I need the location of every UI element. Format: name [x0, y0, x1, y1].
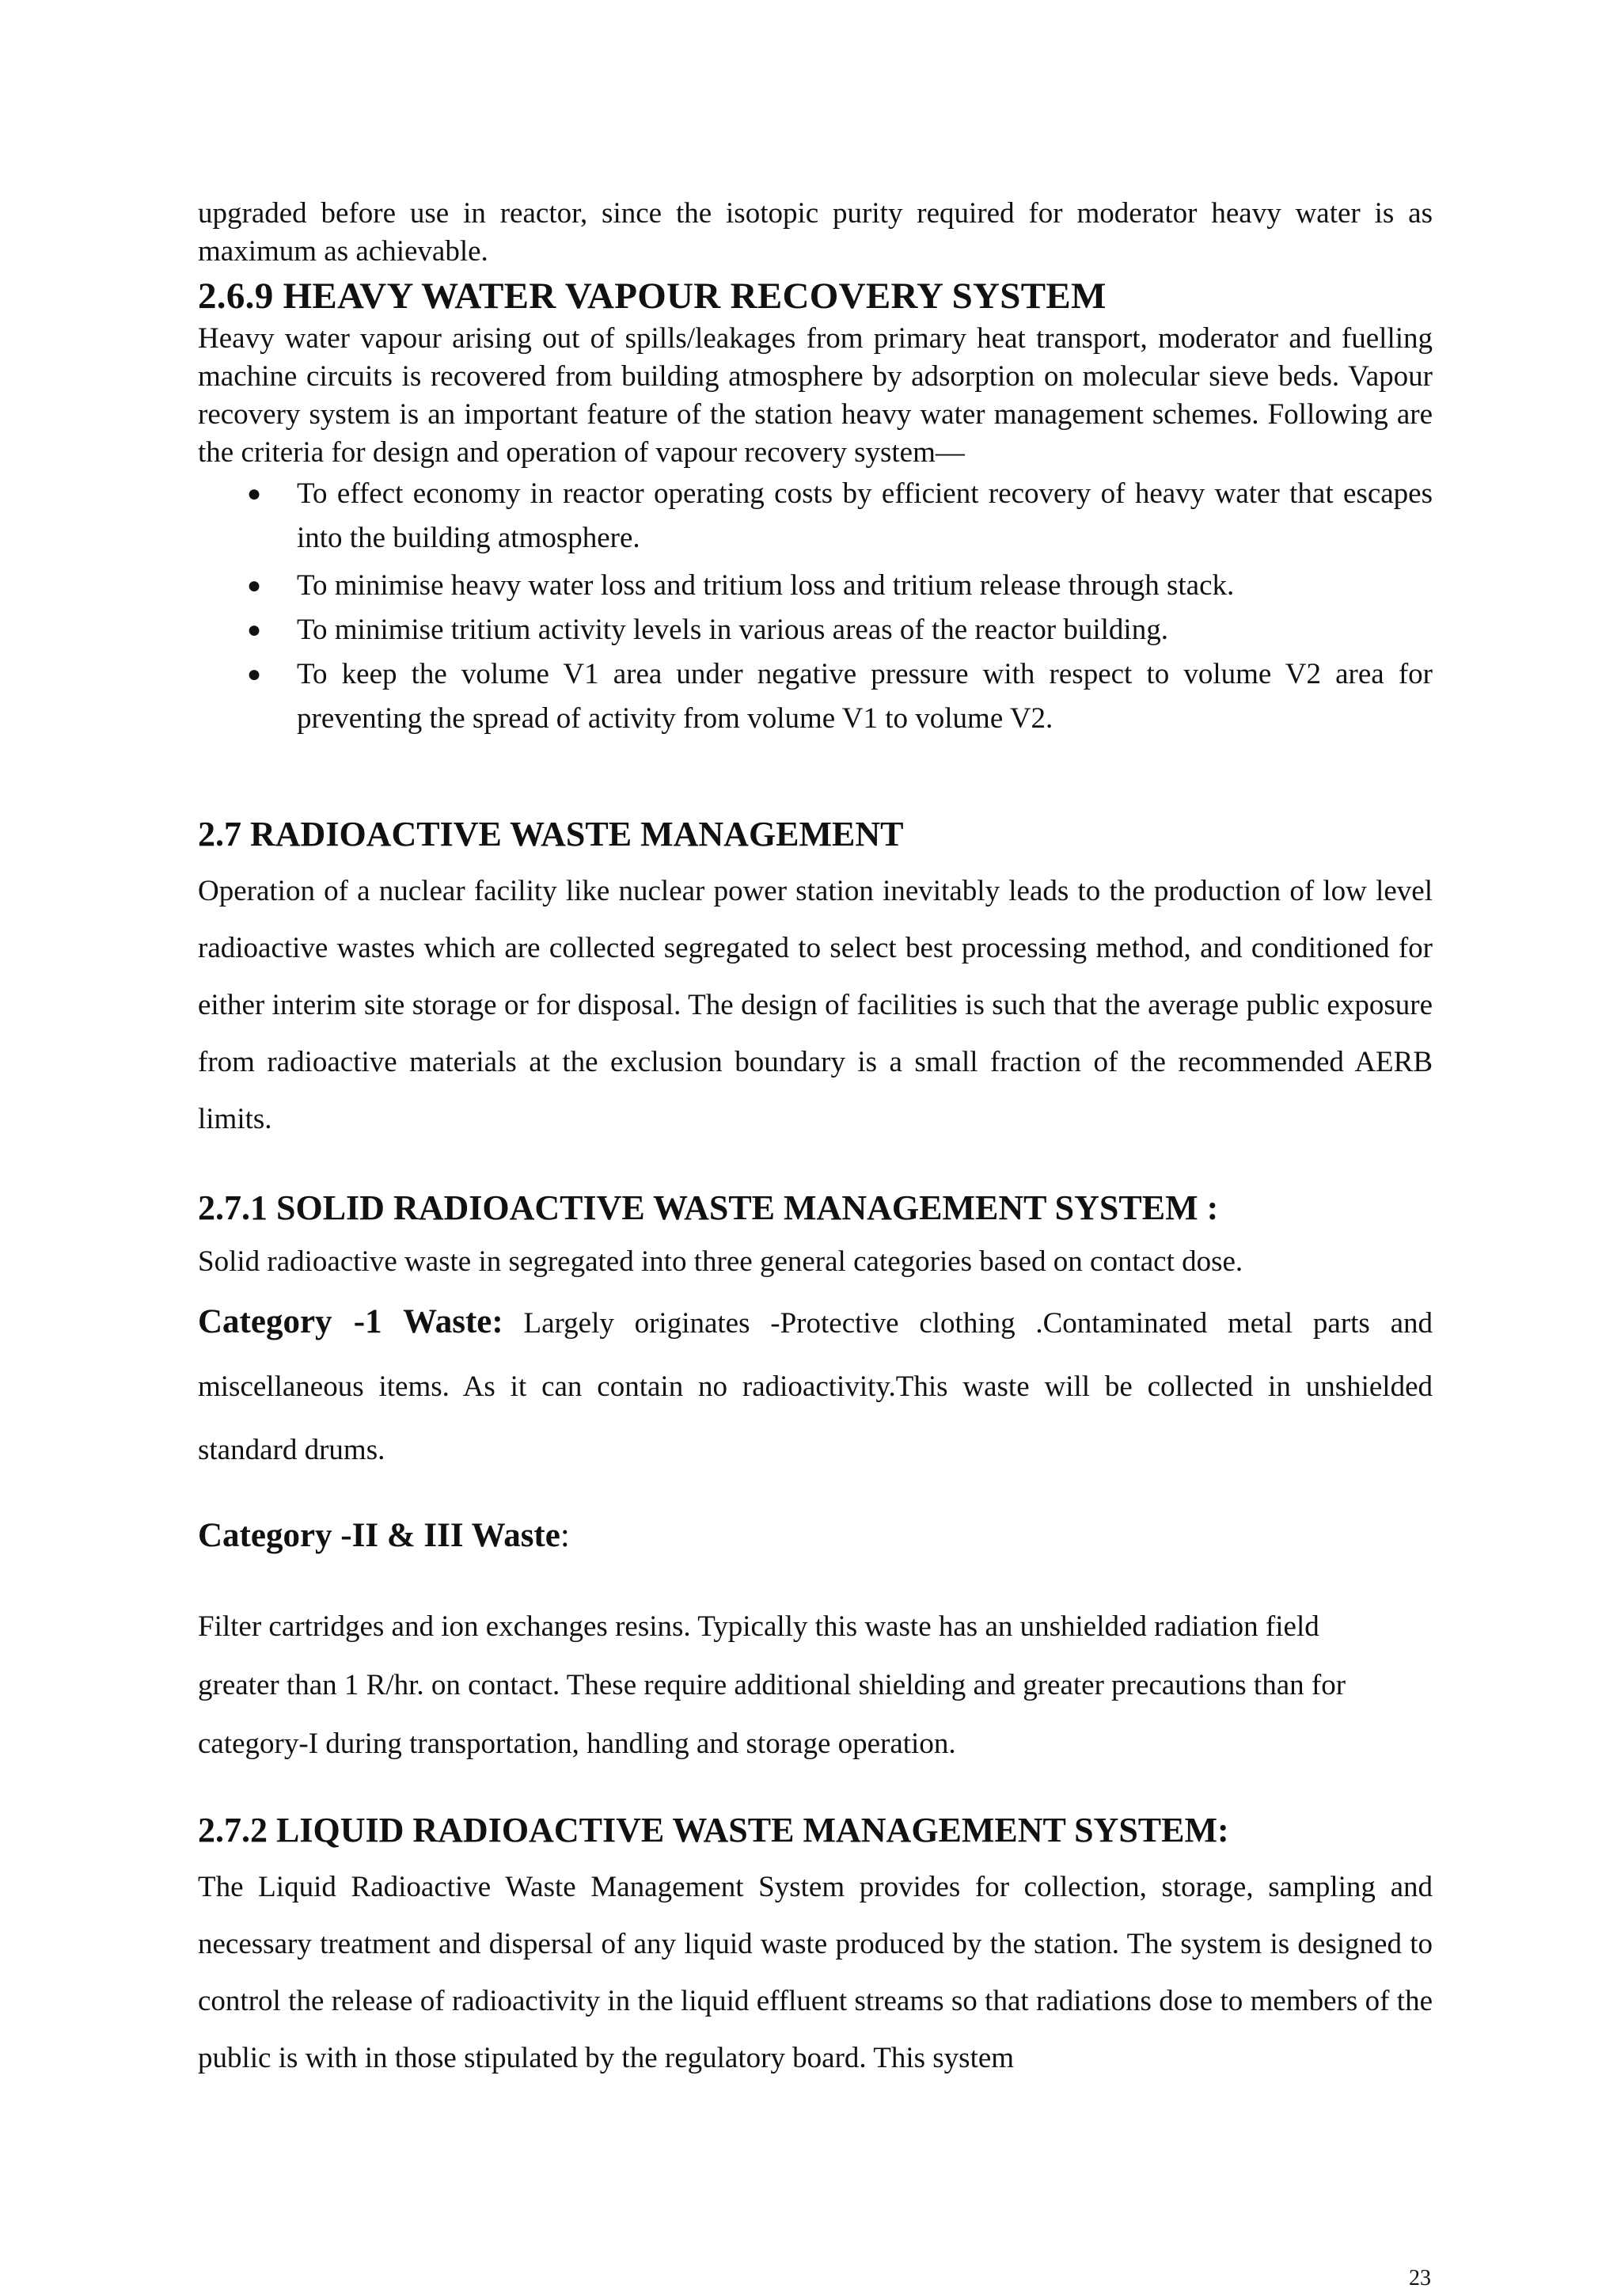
heading-2-7-2: 2.7.2 LIQUID RADIOACTIVE WASTE MANAGEMENT SYSTEM: [198, 1811, 1229, 1849]
list-item [198, 472, 1433, 561]
list-item [198, 564, 1433, 608]
paragraph-waste-management: Operation of a nuclear facility like nuclear power station inevitably leads to the production of low level radioactive wastes which are collected segregated to select best processing method, and conditioned for either interim site storage or for disposal. The design of facilities is such that the average public exposure from radioactive materials at the exclusion boundary is a small fraction of the recommended AERB limits. [198, 875, 1433, 1135]
document-page [198, 0, 1433, 2296]
list-item-text: To minimise tritium activity levels in various areas of the reactor building. [297, 614, 1168, 646]
paragraph-liquid-waste: The Liquid Radioactive Waste Management System provides for collection, storage, sampling and necessary treatment and dispersal of any liquid waste produced by the station. The system is designed to control the release of radioactivity in the liquid effluent streams so that radiations dose to members of the public is with in those stipulated by the regulatory board. This system [198, 1871, 1433, 2074]
category-1-label: Category -1 Waste: [198, 1303, 503, 1340]
category-2-3-text: Filter cartridges and ion exchanges resins. Typically this waste has an unshielded radiation field greater than 1 R/hr. on contact. These require additional shielding and greater precautions than for category-I during transportation, handling and storage operation. [198, 1610, 1346, 1760]
paragraph-solid-waste: Solid radioactive waste in segregated into three general categories based on contact dose. [198, 1245, 1243, 1278]
paragraph-vapour-recovery: Heavy water vapour arising out of spills/leakages from primary heat transport, moderator and fuelling machine circuits is recovered from building atmosphere by adsorption on molecular sieve beds. Vapour recovery system is an important feature of the station heavy water management schemes. Following are the criteria for design and operation of vapour recovery system— [198, 322, 1433, 469]
category-2-3-colon: : [560, 1517, 570, 1554]
page-number: 23 [1409, 2266, 1431, 2290]
category-2-3-heading [198, 1514, 1433, 1558]
list-item-text: To effect economy in reactor operating costs by efficient recovery of heavy water that escapes into the building atmosphere. [297, 477, 1433, 554]
list-item [198, 652, 1433, 741]
heading-2-7-1: 2.7.1 SOLID RADIOACTIVE WASTE MANAGEMENT SYSTEM : [198, 1188, 1219, 1227]
intro-paragraph: upgraded before use in reactor, since the isotopic purity required for moderator heavy water is as maximum as achievable. [198, 197, 1433, 268]
heading-2-7: 2.7 RADIOACTIVE WASTE MANAGEMENT [198, 815, 904, 853]
category-1-text: Largely originates -Protective clothing .Contaminated metal parts and miscellaneous items. As it can contain no radioactivity.This waste will be collected in unshielded standard drums. [198, 1307, 1433, 1466]
category-1-paragraph [198, 1291, 1433, 1482]
list-item-text: To minimise heavy water loss and tritium loss and tritium release through stack. [297, 569, 1235, 602]
bullet-icon: ● [247, 617, 262, 643]
heading-2-6-9: 2.6.9 HEAVY WATER VAPOUR RECOVERY SYSTEM [198, 276, 1107, 317]
criteria-list [198, 472, 1433, 741]
bullet-icon: ● [247, 481, 262, 507]
category-2-3-label: Category -II & III Waste [198, 1517, 560, 1554]
list-item [198, 608, 1433, 652]
bullet-icon: ● [247, 661, 262, 687]
bullet-icon: ● [247, 572, 262, 599]
list-item-text: To keep the volume V1 area under negative pressure with respect to volume V2 area for preventing the spread of activity from volume V1 to volume V2. [297, 658, 1433, 735]
